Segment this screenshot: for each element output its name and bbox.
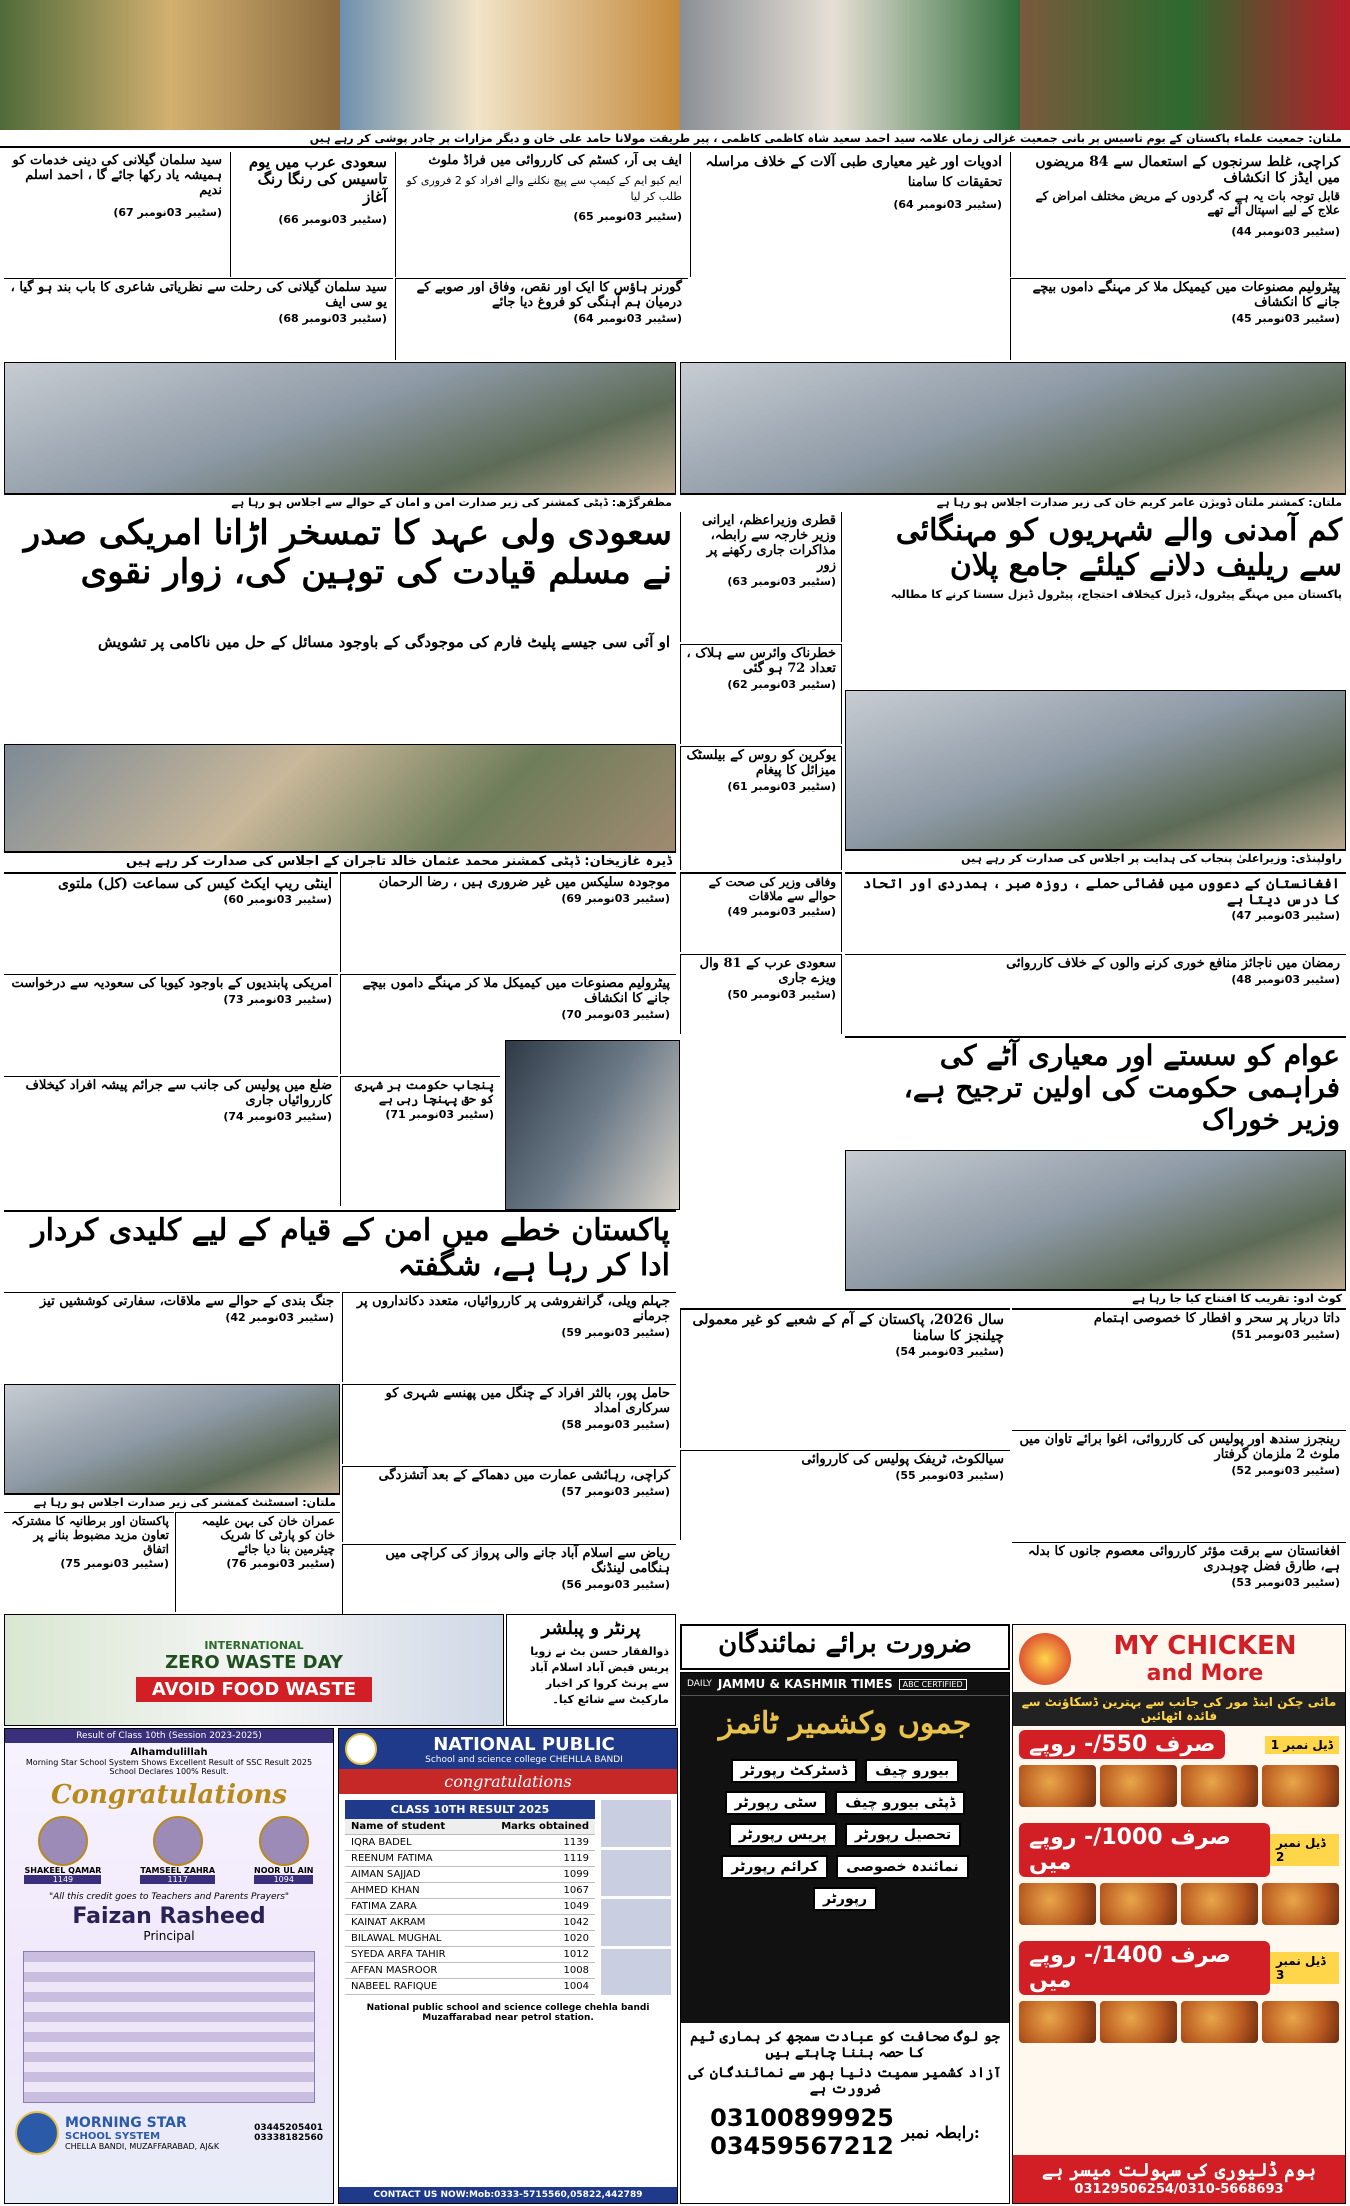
np-student-name: SYEDA ARFA TAHIR (351, 1949, 446, 1960)
np-table-row (345, 1979, 595, 1995)
lower-l12-stamp: (سٹیبر 03نومبر 51) (1231, 1327, 1340, 1341)
zero-waste-line1: INTERNATIONAL (204, 1639, 304, 1652)
jk-appeal: جو لوگ صحافت کو عبادت سمجھ کر ہماری ٹیم کا حصہ بننا چاہتے ہیں (690, 2029, 1000, 2062)
np-student-name: AHMED KHAN (351, 1885, 420, 1896)
story-s5-headline: سید سلمان گیلانی کی دینی خدمات کو ہمیشہ یاد رکھا جائے گا ، احمد اسلم ندیم (12, 153, 222, 198)
mid-m7 (845, 954, 1346, 1034)
jk-position: ڈپٹی بیورو چیف (835, 1791, 965, 1815)
story-s1-headline: کراچی، غلط سرنجوں کے استعمال سے 84 مریضوں میں ایڈز کا انکشاف (1035, 154, 1340, 187)
lower-l6-stamp: (سٹیبر 03نومبر 74) (223, 1109, 332, 1123)
lower-l14-headline: افغانستان سے برقت مؤثر کارروائی معصوم جانوں کا بدلہ ہے، طارق فضل چوہدری (1027, 1544, 1340, 1574)
np-student-name: AIMAN SAJJAD (351, 1869, 421, 1880)
lower-l8-stamp: (سٹیبر 03نومبر 58) (561, 1417, 670, 1431)
lower-l9 (342, 1466, 676, 1542)
jk-position: نمائندہ خصوصی (836, 1855, 968, 1879)
story-s3-stamp: (سٹیبر 03نومبر 65) (573, 209, 682, 223)
ms-footer (15, 2111, 323, 2155)
jk-position: پریس رپورٹر (729, 1823, 837, 1847)
chicken-deal-3-label: ڈیل نمبر 3 (1270, 1952, 1339, 1984)
jk-positions (681, 1751, 1009, 1919)
np-table-row (345, 1851, 595, 1867)
mid-m3 (680, 746, 842, 870)
jk-times-ad (680, 1672, 1010, 2204)
big-headline-2 (4, 512, 676, 632)
lower-l10-stamp: (سٹیبر 03نومبر 56) (561, 1577, 670, 1591)
story-s4-headline: سعودی عرب میں یوم تاسیس کی رنگا رنگ آغاز (248, 153, 387, 206)
np-student-name: REENUM FATIMA (351, 1853, 433, 1864)
photo-p1-caption: ملتان: کمشنر ملتان ڈویژن عامر کریم خان کی زیر صدارت اجلاس ہو رہا ہے (680, 494, 1346, 510)
ms-principal-title: Principal (143, 1929, 195, 1943)
photo-p6-caption: کوٹ ادو: تقریب کا افتتاح کیا جا رہا ہے (845, 1290, 1346, 1306)
ms-topper-2-avatar (153, 1816, 203, 1866)
ms-school2: SCHOOL SYSTEM (65, 2131, 161, 2142)
lower-l10-headline: ریاض سے اسلام آباد جانے والی پرواز کی کراچی میں ہنگامی لینڈنگ (385, 1546, 670, 1576)
np-col1: Name of student (351, 1821, 446, 1832)
mid-m6 (680, 954, 842, 1034)
food-image (1019, 1765, 1096, 1807)
np-student-name: AFFAN MASROOR (351, 1965, 438, 1976)
chicken-deal-1-label: ڈیل نمبر 1 (1265, 1736, 1339, 1754)
ms-header: Result of Class 10th (Session 2023-2025) (5, 1729, 333, 1743)
lower-l12-headline: داتا دربار پر سحر و افطار کا خصوصی اہتمام (1093, 1311, 1340, 1326)
np-table-row (345, 1867, 595, 1883)
lower-l17-headline: جنگ بندی کے حوالے سے ملاقات، سفارتی کوششیں تیز (39, 1294, 334, 1309)
lower-l14-stamp: (سٹیبر 03نومبر 53) (1231, 1575, 1340, 1589)
mid-m7-stamp: (سٹیبر 03نومبر 48) (1231, 972, 1340, 986)
lower-l5 (4, 974, 338, 1074)
chicken-header (1013, 1625, 1345, 1692)
chicken-deal-2-label: ڈیل نمبر 2 (1270, 1834, 1339, 1866)
chicken-tag: مائی چکن اینڈ مور کی جانب سے بہترین ڈسکاؤنٹ سے فائدہ اٹھائیں (1013, 1692, 1345, 1726)
mid-m5-headline: وفاقی وزیر کی صحت کے حوالے سے ملاقات (708, 875, 836, 903)
ms-topper-1-name: SHAKEEL QAMAR (24, 1866, 102, 1875)
food-image (1262, 2001, 1339, 2043)
story-s8-headline: گورنر ہاؤس کا ایک اور نقص، وفاق اور صوبے کے درمیان ہم آہنگی کو فروغ دیا جائے (416, 280, 682, 310)
printer-publisher-box (506, 1614, 676, 1726)
np-photos (601, 1800, 671, 1995)
mid-m3-headline: یوکرین کو روس کے بیلسٹک میزائل کا پیغام (686, 748, 836, 778)
mid-m2-headline: خطرناک وائرس سے ہلاک ، تعداد 72 ہو گئی (686, 646, 836, 676)
np-sub: School and science college CHEHLLA BANDI (425, 1754, 623, 1765)
lower-l13 (1012, 1430, 1346, 1540)
ms-topper-2-marks: 1117 (140, 1875, 215, 1884)
chicken-phones: 03129506254/0310-5668693 (1074, 2182, 1284, 2197)
photo-p4 (845, 690, 1346, 850)
story-s7-stamp: (سٹیبر 03نومبر 45) (1231, 311, 1340, 325)
big-headline-1-sub: پاکستان میں مہنگے پیٹرول، ڈیزل کیخلاف احتجاج، پیٹرول ڈیزل سستا کرنے کا مطالبہ (890, 588, 1342, 601)
lower-l9-stamp: (سٹیبر 03نومبر 57) (561, 1484, 670, 1498)
jk-contact-label: رابطہ نمبر: (901, 2122, 980, 2142)
story-s6 (4, 278, 393, 360)
np-student-marks: 1049 (563, 1901, 589, 1912)
np-table-row (345, 1931, 595, 1947)
morning-star-ad (4, 1728, 334, 2204)
lower-l18 (680, 1450, 1010, 1540)
food-image (1181, 1883, 1258, 1925)
lower-l16-stamp: (سٹیبر 03نومبر 75) (60, 1557, 169, 1571)
mid-m1-headline: قطری وزیراعظم، ایرانی وزیر خارجہ سے رابطہ، مذاکرات جاری رکھنے پر زور (702, 513, 836, 573)
chicken-deal-2-food (1013, 1881, 1345, 1927)
lower-l15-stamp: (سٹیبر 03نومبر 76) (226, 1557, 335, 1571)
big-headline-4 (4, 1210, 676, 1290)
top-photo-banner (0, 0, 1350, 130)
np-contact: CONTACT US NOW:Mob:0333-5715560,05822,442789 (339, 2187, 677, 2203)
mid-m4 (845, 872, 1346, 952)
ms-topper-3 (254, 1816, 313, 1884)
lower-l8 (342, 1384, 676, 1464)
story-s3-headline: ایف بی آر، کسٹم کی کارروائی میں فراڈ ملوث (428, 153, 682, 168)
photo-p5 (505, 1040, 680, 1210)
jk-contact (687, 2105, 1003, 2160)
chicken-delivery: ہوم ڈلیوری کی سہولت میسر ہے (1042, 2160, 1316, 2182)
banner-panel-4 (1020, 0, 1350, 130)
jk-position: ڈسٹرکٹ رپورٹر (731, 1759, 857, 1783)
chicken-title1: MY CHICKEN (1113, 1631, 1297, 1661)
np-student-marks: 1008 (563, 1965, 589, 1976)
ms-congrats: Congratulations (50, 1780, 288, 1810)
chicken-deal-3-food (1013, 1999, 1345, 2045)
photo-p7-caption: ملتان: اسسٹنٹ کمشنر کی زیر صدارت اجلاس ہو رہا ہے (4, 1494, 340, 1510)
wanted-heading (680, 1624, 1010, 1670)
mid-m4-headline: افغانستان کے دعووں میں فضائی حملے ، روزہ صبر ، ہمدردی اور اتحاد کا درس دیتا ہے (863, 876, 1340, 909)
chicken-title2: and More (1146, 1661, 1264, 1686)
mid-m3-stamp: (سٹیبر 03نومبر 61) (727, 779, 836, 793)
photo-p2-caption: مظفرگڑھ: ڈپٹی کمشنر کی زیر صدارت امن و امان کے حوالے سے اجلاس ہو رہا ہے (4, 494, 676, 510)
jk-phone-2: 03459567212 (710, 2131, 894, 2160)
lower-l1 (340, 872, 676, 972)
ms-phones (254, 2123, 323, 2143)
ms-result-list (23, 1951, 315, 2103)
lower-l4 (4, 872, 338, 972)
food-image (1262, 1765, 1339, 1807)
mid-m7-headline: رمضان میں ناجائز منافع خوری کرنے والوں کے خلاف کارروائی (1006, 956, 1340, 971)
np-student-name: NABEEL RAFIQUE (351, 1981, 438, 1992)
jk-need: آزاد کشمیر سمیت دنیا بھر سے نمائندگان کی ضرورت ہے (688, 2065, 1002, 2098)
lower-l13-stamp: (سٹیبر 03نومبر 52) (1231, 1463, 1340, 1477)
zero-waste-ad (4, 1614, 504, 1726)
lower-l11-stamp: (سٹیبر 03نومبر 54) (895, 1345, 1004, 1359)
np-result-title: CLASS 10TH RESULT 2025 (345, 1800, 595, 1819)
lower-l8-headline: حامل پور، بالثر افراد کے چنگل میں پھنسے شہری کو سرکاری امداد (385, 1386, 670, 1416)
food-image (1100, 1883, 1177, 1925)
mid-m6-stamp: (سٹیبر 03نومبر 50) (727, 987, 836, 1001)
story-s1-stamp: (سٹیبر 03نومبر 44) (1231, 224, 1340, 238)
np-table-row (345, 1899, 595, 1915)
story-s5-stamp: (سٹیبر 03نومبر 67) (113, 205, 222, 219)
ms-topper-3-avatar (259, 1816, 309, 1866)
lower-l2-stamp: (سٹیبر 03نومبر 70) (561, 1007, 670, 1021)
lower-l10 (342, 1544, 676, 1620)
story-s5 (4, 152, 228, 277)
chicken-logo-icon (1019, 1633, 1071, 1685)
np-photo (601, 1949, 671, 1996)
lower-l9-headline: کراچی، رہائشی عمارت میں دھماکے کے بعد آتشزدگی (378, 1468, 670, 1483)
np-footer: National public school and science college chehla bandi Muzaffarabad near petrol station. (366, 2003, 650, 2023)
np-student-marks: 1004 (563, 1981, 589, 1992)
jk-urdu-name: جموں وکشمیر ٹائمز (718, 1706, 972, 1741)
np-congrats: congratulations (339, 1769, 677, 1794)
ms-credit: "All this credit goes to Teachers and Parents Prayers" (48, 1892, 290, 1902)
np-col2: Marks obtained (501, 1821, 589, 1832)
food-image (1181, 2001, 1258, 2043)
wanted-title: ضرورت برائے نمائندگان (718, 1629, 972, 1659)
lower-l2-headline: پیٹرولیم مصنوعات میں کیمیکل ملا کر مہنگے داموں بیچے جانے کا انکشاف (362, 976, 670, 1006)
np-student-marks: 1139 (563, 1837, 589, 1848)
np-student-marks: 1067 (563, 1885, 589, 1896)
mid-m5-stamp: (سٹیبر 03نومبر 49) (727, 904, 836, 918)
story-s2-headline: ادویات اور غیر معیاری طبی آلات کے خلاف مراسلہ (705, 154, 1002, 170)
mid-m6-headline: سعودی عرب کے 81 وال ویزے جاری (699, 956, 836, 986)
food-image (1262, 1883, 1339, 1925)
lower-l14 (1012, 1542, 1346, 1622)
chicken-deal-1-price: صرف 550/- روپے (1019, 1730, 1225, 1759)
lower-l17 (4, 1292, 340, 1382)
np-table-row (345, 1963, 595, 1979)
lower-l4-headline: اینٹی ریپ ایکٹ کیس کی سماعت (کل) ملتوی (57, 876, 332, 892)
np-table-row (345, 1835, 595, 1851)
np-student-marks: 1099 (563, 1869, 589, 1880)
banner-panel-2 (340, 0, 680, 130)
np-logo-icon (345, 1733, 377, 1765)
np-header (339, 1729, 677, 1769)
national-public-ad (338, 1728, 678, 2204)
photo-p6 (845, 1150, 1346, 1290)
lower-l16-headline: پاکستان اور برطانیہ کا مشترکہ تعاون مزید مضبوط بنانے پر اتفاق (11, 1514, 169, 1556)
ms-topper-1-marks: 1149 (24, 1875, 101, 1884)
story-s1-subhead: قابل توجہ بات یہ ہے کہ گردوں کے مریض مختلف امراض کے علاج کے لیے اسپتال آئے تھے (1035, 189, 1340, 217)
ms-toppers (5, 1816, 333, 1884)
np-student-name: BILAWAL MUGHAL (351, 1933, 442, 1944)
big-headline-1-text: کم آمدنی والے شہریوں کو مہنگائی سے ریلیف دلانے کیلئے جامع پلان (895, 513, 1342, 583)
lower-l5-stamp: (سٹیبر 03نومبر 73) (223, 992, 332, 1006)
photo-p2 (4, 362, 676, 494)
banner-panel-3 (680, 0, 1020, 130)
story-s3-subhead: ایم کیو ایم کے کیمپ سے پیچ نکلنے والے افراد کو 2 فروری کو طلب کر لیا (406, 173, 682, 203)
jk-name: JAMMU & KASHMIR TIMES (717, 1677, 893, 1691)
lower-l1-stamp: (سٹیبر 03نومبر 69) (561, 891, 670, 905)
np-table-header (345, 1819, 595, 1835)
np-table-rows (345, 1835, 595, 1995)
ms-principal-name: Faizan Rasheed (72, 1904, 266, 1929)
chicken-footer (1013, 2155, 1345, 2203)
chicken-deal-1 (1013, 1726, 1345, 1763)
ms-topper-1 (24, 1816, 101, 1884)
np-student-name: FATIMA ZARA (351, 1901, 417, 1912)
lower-l11-headline: سال 2026، پاکستان کے آم کے شعبے کو غیر معمولی چیلنجز کا سامنا (692, 1312, 1004, 1345)
jk-position: بیورو چیف (865, 1759, 959, 1783)
np-student-marks: 1012 (563, 1949, 589, 1960)
mid-m1-stamp: (سٹیبر 03نومبر 63) (727, 574, 836, 588)
lower-l6-headline: ضلع میں پولیس کی جانب سے جرائم پیشہ افراد کیخلاف کارروائیاں جاری (25, 1078, 332, 1108)
printer-title: پرنٹر و پبلشر (541, 1618, 641, 1639)
lower-l1-headline: موجودہ سلیکس میں غیر ضروری ہیں ، رضا الرحمان (378, 875, 670, 890)
big-headline-3-text: عوام کو سستے اور معیاری آٹے کی فراہمی حکومت کی اولین ترجیح ہے، وزیر خوراک (903, 1039, 1340, 1137)
ms-phone-2: 03338182560 (254, 2133, 323, 2143)
lower-l18-stamp: (سٹیبر 03نومبر 55) (895, 1468, 1004, 1482)
jk-position: تحصیل رپورٹر (845, 1823, 961, 1847)
zero-waste-line2: ZERO WASTE DAY (165, 1652, 343, 1673)
printer-body: ذوالفقار حسن بٹ نے زویا پریس فیض آباد اسلام آباد سے پرنٹ کروا کر اخبار مارکیٹ سے شائع کیا۔ (529, 1644, 669, 1706)
photo-p7 (4, 1384, 340, 1494)
np-table-row (345, 1883, 595, 1899)
lower-l4-stamp: (سٹیبر 03نومبر 60) (223, 893, 332, 907)
chicken-deal-2-price: صرف 1000/- روپے میں (1019, 1823, 1270, 1877)
lower-l5-headline: امریکی پابندیوں کے باوجود کیوبا کی سعودیہ سے درخواست (11, 976, 332, 991)
food-image (1100, 2001, 1177, 2043)
big-headline-3 (845, 1036, 1346, 1146)
big-headline-2-text: سعودی ولی عہد کا تمسخر اڑانا امریکی صدر نے مسلم قیادت کی توہین کی، زوار نقوی (23, 513, 672, 593)
story-s2-subhead: تحقیقات کا سامنا (907, 175, 1002, 191)
ms-topper-2-name: TAMSEEL ZAHRA (140, 1866, 216, 1875)
ms-address: CHELLA BANDI, MUZAFFARABAD, AJ&K (65, 2142, 220, 2151)
jk-masthead (681, 1673, 1009, 1696)
lower-l7 (342, 1292, 676, 1382)
lower-l15-headline: عمران خان کی بہن علیمہ خان کو پارٹی کا شریک چیئرمین بنا دیا جائے (201, 1514, 335, 1556)
food-image (1181, 1765, 1258, 1807)
banner-panel-1 (0, 0, 340, 130)
ms-line: Morning Star School System Shows Excellent Result of SSC Result 2025 School Declares 100% Result. (25, 1758, 313, 1776)
story-s8 (395, 278, 688, 360)
story-s6-headline: سید سلمان گیلانی کی رحلت سے نظریاتی شاعری کا باب بند ہو گیا ، یو سی ایف (10, 280, 387, 310)
photo-p3-caption: ڈیرہ غازیخان: ڈپٹی کمشنر محمد عثمان خالد تاجران کے اجلاس کی صدارت کر رہے ہیں (4, 852, 676, 870)
story-s4-stamp: (سٹیبر 03نومبر 66) (278, 212, 387, 226)
lower-l7-stamp: (سٹیبر 03نومبر 59) (561, 1325, 670, 1339)
np-body (345, 1800, 671, 1995)
story-s7-headline: پیٹرولیم مصنوعات میں کیمیکل ملا کر مہنگے داموں بیچے جانے کا انکشاف (1032, 280, 1340, 310)
ms-topper-3-name: NOOR UL AIN (254, 1866, 314, 1875)
mid-m4-stamp: (سٹیبر 03نومبر 47) (1231, 909, 1340, 923)
np-student-name: IQRA BADEL (351, 1837, 412, 1848)
lower-l15 (175, 1512, 340, 1612)
story-s3 (395, 152, 688, 277)
mid-m2 (680, 644, 842, 744)
np-photo (601, 1899, 671, 1946)
story-s2-stamp: (سٹیبر 03نومبر 64) (893, 198, 1002, 212)
story-s7 (1010, 278, 1346, 360)
photo-p3 (4, 744, 676, 852)
np-student-marks: 1119 (563, 1853, 589, 1864)
my-chicken-ad (1012, 1624, 1346, 2204)
np-student-marks: 1042 (563, 1917, 589, 1928)
np-student-name: KAINAT AKRAM (351, 1917, 426, 1928)
np-student-marks: 1020 (563, 1933, 589, 1944)
lower-l7-headline: جہلم ویلی، گرانفروشی پر کارروائیاں، متعدد دکانداروں پر جرمانے (356, 1294, 670, 1324)
big-headline-4-text: پاکستان خطے میں امن کے قیام کے لیے کلیدی کردار ادا کر رہا ہے، شگفتہ (31, 1213, 670, 1283)
lower-l12 (1012, 1308, 1346, 1428)
food-image (1100, 1765, 1177, 1807)
lower-l3 (340, 1076, 500, 1206)
np-table-row (345, 1947, 595, 1963)
big-headline-1 (845, 512, 1346, 687)
photo-p4-caption: راولپنڈی: وزیراعلیٰ پنجاب کی ہدایت پر اجلاس کی صدارت کر رہے ہیں (845, 850, 1346, 868)
ms-logo (15, 2111, 59, 2155)
food-image (1019, 1883, 1096, 1925)
big-headline-2-sub (4, 632, 676, 682)
lower-l3-stamp: (سٹیبر 03نومبر 71) (385, 1107, 494, 1121)
zero-waste-line3: AVOID FOOD WASTE (136, 1677, 372, 1702)
photo-p1 (680, 362, 1346, 494)
jk-position: کرائم رپورٹر (721, 1855, 828, 1879)
lower-l6 (4, 1076, 338, 1206)
chicken-deal-3 (1013, 1937, 1345, 1999)
ms-phone-1: 03445205401 (254, 2123, 323, 2133)
np-photo (601, 1850, 671, 1897)
story-s1 (1010, 152, 1346, 277)
jk-abc: ABC CERTIFIED (899, 1679, 967, 1690)
ms-topper-3-marks: 1094 (254, 1875, 313, 1884)
story-s6-stamp: (سٹیبر 03نومبر 68) (278, 311, 387, 325)
mid-m1 (680, 512, 842, 642)
chicken-deal-1-food (1013, 1763, 1345, 1809)
story-s4 (230, 152, 393, 277)
lower-l16 (4, 1512, 174, 1612)
mid-m5 (680, 872, 842, 952)
ms-school: MORNING STAR (65, 2115, 187, 2131)
top-banner-caption: ملتان: جمعیت علماء پاکستان کے یوم تاسیس پر بانی جمعیت غزالی زماں علامہ سید احمد سعید شاہ کاظمی کاظمی ، پیر طریقت مولانا حامد علی خان و دیگر مزارات پر چادر پوشی کر رہے ہیں (0, 130, 1350, 148)
jk-position: سٹی رپورٹر (725, 1791, 828, 1815)
chicken-deal-3-price: صرف 1400/- روپے میں (1019, 1941, 1270, 1995)
lower-l17-stamp: (سٹیبر 03نومبر 42) (225, 1310, 334, 1324)
ms-topper-1-avatar (38, 1816, 88, 1866)
jk-daily: DAILY (687, 1679, 712, 1689)
chicken-deal-2 (1013, 1819, 1345, 1881)
jk-position: رپورٹر (813, 1887, 877, 1911)
lower-l18-headline: سیالکوٹ، ٹریفک پولیس کی کارروائی (801, 1452, 1004, 1467)
big-headline-2-subtext: او آئی سی جیسے پلیٹ فارم کی موجودگی کے باوجود مسائل کے حل میں ناکامی پر تشویش (97, 633, 670, 651)
mid-m2-stamp: (سٹیبر 03نومبر 62) (727, 677, 836, 691)
story-s8-stamp: (سٹیبر 03نومبر 64) (573, 311, 682, 325)
jk-bottom (681, 2023, 1009, 2203)
ms-topper-2 (140, 1816, 215, 1884)
story-s2 (690, 152, 1008, 277)
np-table-row (345, 1915, 595, 1931)
np-name: NATIONAL PUBLIC (433, 1733, 615, 1755)
food-image (1019, 2001, 1096, 2043)
jk-phone-1: 03100899925 (710, 2104, 894, 2133)
lower-l11 (680, 1308, 1010, 1448)
np-photo (601, 1800, 671, 1847)
lower-l3-headline: پنجاب حکومت ہر شہری کو حق پہنچا رہی ہے (354, 1078, 494, 1106)
lower-l13-headline: رینجرز سندھ اور پولیس کی کارروائی، اغوا برائے تاوان میں ملوث 2 ملزمان گرفتار (1019, 1432, 1340, 1462)
ms-al: Alhamdulillah (130, 1747, 208, 1758)
